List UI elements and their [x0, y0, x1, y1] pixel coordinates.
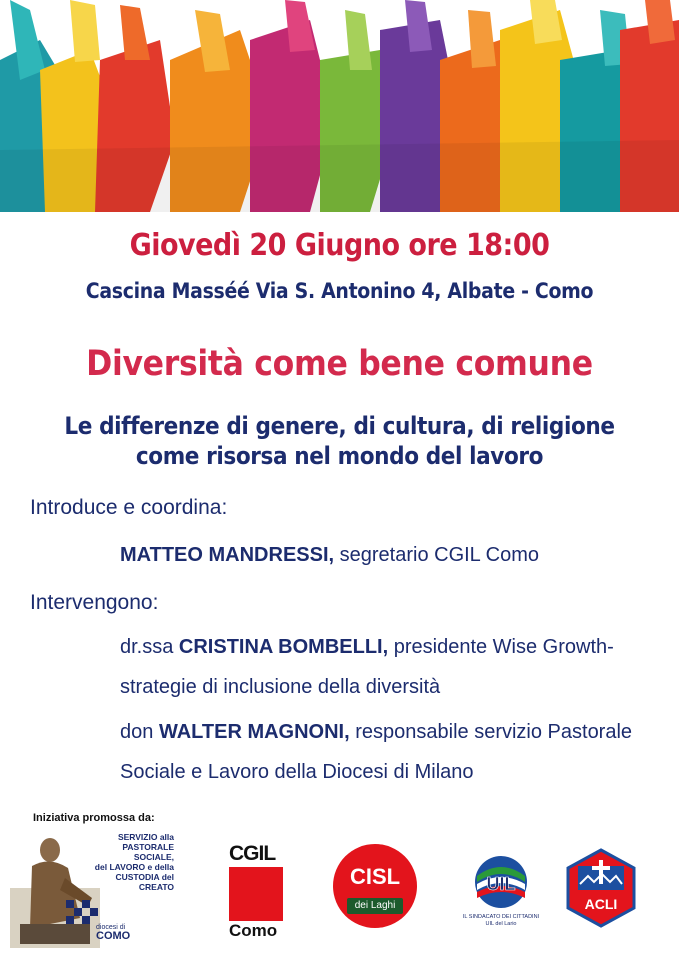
speaker-1-prefix: dr.ssa — [120, 636, 179, 658]
cisl-circle — [333, 844, 417, 928]
acli-name: ACLI — [584, 896, 618, 912]
moderator — [120, 535, 670, 575]
diocesi-city: diocesi di COMO — [96, 924, 131, 942]
hero-hands-banner — [0, 0, 679, 212]
event-date-time: Giovedì 20 Giugno ore 18:00 — [129, 228, 550, 263]
event-location: Cascina Masséé Via S. Antonino 4, Albate - Como — [85, 279, 594, 303]
moderator-name: MATTEO MANDRESSI, — [120, 544, 335, 566]
worker-statue-image — [10, 828, 100, 948]
cgil-city: Como — [229, 921, 278, 940]
speaker-1-name: CRISTINA BOMBELLI, — [178, 636, 389, 658]
cisl-band: dei Laghi — [347, 898, 403, 914]
uil-name: UIL — [486, 874, 516, 894]
speaker-2-role-line-2: Sociale e Lavoro della Diocesi di Milano — [120, 761, 474, 783]
speaker-1-role-line-2: strategie di inclusione della diversità — [120, 676, 441, 698]
intro-label: Introduce e coordina: — [30, 496, 228, 519]
uil-caption: IL SINDACATO DEI CITTADINI UIL del Lario — [462, 914, 540, 927]
acli-logo — [566, 848, 636, 928]
speaker-2-name: WALTER MAGNONI, — [158, 721, 350, 743]
cgil-red-square — [229, 867, 283, 921]
cisl-name: CISL — [349, 864, 401, 889]
diocesi-como-logo — [10, 828, 172, 948]
speaker-2 — [120, 712, 670, 792]
subtitle-line-1: Le differenze di genere, di cultura, di religione — [64, 412, 615, 440]
speakers-label: Intervengono: — [30, 591, 159, 614]
moderator-role: segretario CGIL Como — [334, 544, 539, 566]
diocesi-service-text: SERVIZIO alla PASTORALE SOCIALE, del LAVORO e della CUSTODIA del CREATO — [94, 832, 174, 892]
uil-logo — [462, 854, 540, 934]
speaker-1 — [120, 627, 670, 707]
speaker-2-prefix: don — [120, 721, 159, 743]
speaker-2-role: responsabile servizio Pastorale — [349, 721, 633, 743]
event-title: Diversità come bene comune — [86, 344, 593, 384]
cisl-logo — [333, 844, 423, 930]
cgil-name: CGIL — [229, 842, 276, 865]
subtitle-line-2: come risorsa nel mondo del lavoro — [135, 442, 544, 470]
event-subtitle — [0, 411, 679, 471]
speaker-1-role: presidente Wise Growth- — [388, 636, 614, 658]
promoted-by-label: Iniziativa promossa da: — [33, 812, 155, 824]
cgil-logo — [229, 843, 283, 941]
